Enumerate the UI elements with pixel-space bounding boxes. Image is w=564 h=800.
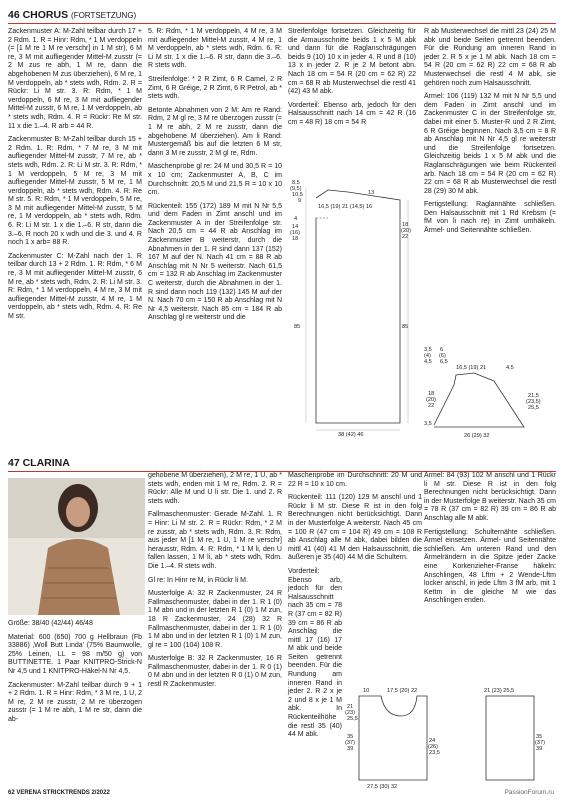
schematic-body-2 — [345, 682, 440, 790]
paragraph: Betonte Abnahmen von 2 M: Am re Rand: Rdm, 2 M gl re, 3 M re überzogen zusstr (= 1 M re abh, 2 M re zusstr, dann die abgehobene M überziehen). Am li Rand: Mustergemäß bis auf die letzten 6 M str, dann 3 M re zusstr, 2 M gl re, Rdm. — [148, 106, 282, 157]
dim-label: 4,5 — [424, 359, 432, 365]
text-column-6 — [148, 472, 282, 695]
dim-label: 18 — [292, 236, 299, 242]
schematic-sleeve — [424, 345, 556, 440]
dim-label: (4) — [424, 353, 431, 359]
dim-label: (20) — [426, 397, 436, 403]
page-footer: 62 VERENA STRICKTRENDS 2/2022 — [8, 790, 110, 796]
paragraph: Ärmel: 84 (93) 102 M anschl und 1 Rückr li M str. Diese R ist in den folg Berechnungen nicht berücksichtigt. Dann in der Musterfolge B weiterstr. Nach 35 cm = 78 R (37 cm = 82 R) 39 cm = 86 R ab Anschlag alle M abk. — [424, 472, 556, 522]
dim-label: 23,5 — [429, 750, 440, 756]
model-photo — [8, 478, 145, 615]
dim-label: (9,5) — [290, 186, 302, 192]
text-column-8 — [424, 472, 556, 611]
dim-label: 27,5 (30) 32 — [367, 784, 398, 790]
text-column-2 — [148, 28, 282, 328]
dim-label: 25,5 — [528, 405, 539, 411]
paragraph: Zackenmuster B: M-Zahl teilbar durch 15 + 2 Rdm. 1. R: Rdm, * 7 M re, 3 M mit aufliegender Mittel-M zusstr, 7 M re, ab * stets wdh, Rdm. 2. R: Li M str. 3. R: Rdm, * 1 M verdoppeln, 5 M re, 3 M mit aufliegender Mittel-M zusstr, 5 M re, 1 M verdoppeln, ab * stets wdh, Rdm. 4. R: Re M str. 5. R: Rdm, * 1 M verdoppeln, 5 M re, 3 M mit aufliegender Mittel-M zusstr, 5 M re, 1 M verdoppeln, ab * stets wdh, Rdm. 6. R: Li M str. 1 x die 1.–6. R str, dann die 3.–6. R noch 20 x wdh und die 3. und 4. R noch 1 x arb= 88 R. — [8, 136, 142, 247]
dim-label: (37) — [535, 740, 545, 746]
dim-label: 35 — [347, 734, 354, 740]
section-header-clarina — [8, 456, 556, 472]
dim-label: 16,5 (19) 21 (14,5) 16 — [318, 204, 373, 210]
dim-label: (20) — [401, 228, 411, 234]
paragraph: Maschenprobe im Durchschnitt: 20 M und 22 R = 10 x 10 cm. — [288, 472, 422, 488]
paragraph: Streifenfolge fortsetzen. Gleichzeitig für die Armausschnitte beids 1 x 5 M abk und dann für die Raglanschrägungen beids 9 (10) 10 x in jeder 4. R und 8 (10) 13 x in jeder 2. R je 2 M betont abn. Nach 18 cm = 54 R (20 cm = 62 R) 22 cm = 68 R ab Musterwechsel die restl 41 (42) 43 M abk. — [288, 28, 416, 96]
paragraph: Vorderteil: Ebenso arb, jedoch für den Halsausschnitt nach 14 cm = 42 R (16 cm = 48 R) 18 cm = 54 R — [288, 101, 416, 126]
section-subtitle: (FORTSETZUNG) — [71, 11, 137, 20]
section-title: 47 CLARINA — [8, 457, 70, 469]
text-column-3 — [288, 28, 416, 133]
dim-label: 35 — [536, 734, 543, 740]
watermark: PassionForum.ru — [504, 789, 554, 796]
paragraph: Rückenteil: 111 (120) 129 M anschl und 1 Rückr li M str. Diese R ist in den folg Berechnungen nicht berücksichtigt. Dann in der Musterfolge A weiterstr. Nach 45 cm = 100 R (47 cm = 104 R) 49 cm = 108 R ab Anschlag alle M abk, dabei bilden die mittl 41 (40) 41 M den Halsausschnitt, die äußeren je 35 (40) 44 M die Schultern. — [288, 494, 422, 562]
paragraph: Zackenmuster: M-Zahl teilbar durch 9 + 1 + 2 Rdm. 1. R = Hinr: Rdm, * 3 M re, 1 U, 2 M re, 2 M re zusstr, 2 M re überzogen zusstr (= 1 M re abh, 1 M re str, dann die ab- — [8, 681, 142, 723]
dim-label: (23,5) — [526, 399, 541, 405]
dim-label: 21 — [347, 704, 354, 710]
dim-label: 9 — [298, 198, 302, 204]
dim-label: 39 — [347, 746, 354, 752]
dim-label: 18 — [402, 222, 409, 228]
paragraph: Größe: 38/40 (42/44) 46/48 — [8, 620, 93, 627]
paragraph: Ärmel: 106 (119) 132 M mit N Nr 5,5 und dem Faden in Zimt anschl und im Zackenmuster C in der Streifenfolge str, dabei mit einer 5. Muster-R und 2 R Zimt, 6 R Gréige beginnen. Nach 3,5 cm = 8 R ab Anschlag mit N Nr 4,5 gl re weiterstr und die Streifenfolge fortsetzen. Gleichzeitig beids 1 x 5 M abk und die Raglanschrägungen wie beim Rückenteil arb. Nach 18 cm = 54 R (20 cm = 62 R) 22 cm = 68 R ab Musterwechsel die restl 28 (29) 30 M abk. — [424, 93, 556, 195]
dim-label: 14 — [292, 224, 299, 230]
paragraph: Material: 600 (650) 700 g Hellbraun (Fb 33886) ‚Woll Butt Linda' (75% Baumwolle, 25% Leinen, LL = 98 m/50 g) von BUTTINETTE. 1 Paar KNITPRO-Strick-N Nr 4,5 und 1 KNITPRO-Häkel-N Nr 4,5. — [8, 633, 142, 675]
dim-label: 26 (29) 32 — [464, 433, 490, 439]
schematic-sleeve-2 — [470, 682, 556, 790]
dim-label: 6,5 — [440, 359, 448, 365]
paragraph: Maschenprobe gl re: 24 M und 30,5 R = 10 x 10 cm; Zackenmuster A, B, C im Durchschnitt: 20,5 M und 21,5 R = 10 x 10 cm. — [148, 163, 282, 197]
dim-label: 22 — [402, 234, 409, 240]
dim-label: 22 — [428, 403, 435, 409]
dim-label: (16) — [290, 230, 300, 236]
dim-label: 10,5 — [292, 192, 303, 198]
text-column-4 — [424, 28, 556, 241]
paragraph: gehobene M überziehen), 2 M re, 1 U, ab * stets wdh, enden mit 1 M re, Rdm. 2. R = Rückr: Alle M und U li str. Die 1. und 2. R stets wdh. — [148, 472, 282, 505]
section-title: 46 CHORUS — [8, 9, 69, 21]
paragraph: Streifenfolge: * 2 R Zimt, 6 R Camel, 2 R Zimt, 6 R Gréige, 2 R Zimt, 6 R Petrol, ab * stets wdh. — [148, 75, 282, 101]
dim-label: 18 — [428, 391, 435, 397]
dim-label: 4,5 — [506, 365, 514, 371]
dim-label: 85 — [402, 324, 409, 330]
dim-label: 13 — [368, 190, 375, 196]
paragraph: R ab Musterwechsel die mittl 23 (24) 25 M abk und beide Seiten getrennt beenden. Für die Rundung am inneren Rand in jeder 2. R 5 x je 1 M abk. Nach 18 cm = 54 R (20 cm = 62 R) 22 cm = 68 R ab Musterwechsel die restl 4 M abk, sie gehören noch zum Halsausschnitt. — [424, 28, 556, 87]
dim-label: 10 — [363, 688, 370, 694]
text-column-1 — [8, 28, 142, 327]
schematic-body — [288, 178, 416, 438]
paragraph: Zackenmuster A: M-Zahl teilbar durch 17 + 2 Rdm. 1. R = Hinr: Rdm, * 1 M verdoppeln (= [1 M re 1 M re verschr] in 1 M str), 6 M re, 3 M mit aufliegender Mittel-M zusstr (= 2 M zus re abh, 1 M re, dann die abgehobenen M zus überziehen), 6 M re, 1 M verdoppeln, ab * stets wdh, Rdm. 2. R = Rückr: Li M str. 3. R: Rdm, * 1 M verdoppeln, 6 M re, 3 M mit aufliegender Mittel-M zusstr, 6 M re, 1 M verdoppeln, ab * stets wdh, Rdm. 4. R = Rückr: Re M str. 11 x die 1.–4. R arb = 44 R. — [8, 28, 142, 130]
dim-label: 3,5 — [424, 421, 432, 427]
dim-label: 85 — [294, 324, 301, 330]
dim-label: (23) — [345, 710, 355, 716]
dim-label: 25,5 — [347, 716, 358, 722]
paragraph: Gl re: In Hinr re M, in Rückr li M. — [148, 576, 248, 584]
paragraph: Vorderteil: Ebenso arb, jedoch für den Halsausschnitt nach 35 cm = 78 R (37 cm = 82 R) 39 cm = 86 R ab Anschlag die mittl 17 (16) 17 M abk und beide Seiten getrennt beenden. Für die Rundung am inneren Rand in jeder 2. R 2 x je 2 und 8 x je 1 M abk. In Rückenteilhöhe die restl 35 (40) 44 M abk. — [288, 567, 342, 739]
dim-label: 8,5 — [292, 180, 300, 186]
paragraph: Musterfolge A: 32 R Zackenmuster, 24 R Fallmaschenmuster, dabei in der 1. R 1 (0) 1 M abn und in der letzten R 1 (0) 1 M zun, 18 R Zackenmuster, 24 (28) 32 R Fallmaschenmuster, dabei in der 1. R 1 (0) 1 M abn und in der letzten R 1 (0) 1 M zun, gl re = 100 (104) 108 R. — [148, 590, 282, 649]
paragraph: Fertigstellung: Schulternähte schließen. Ärmel einsetzen. Ärmel- und Seitennähte schließen. Am unteren Rand und den Ärmelrändern in die Spitze jeder Zacke eine Korkenzieher-Franse häkeln: Anschlingen, 48 Lftm + 2 Wende-Lftm locker anschl, in jede Lftm 3 fM arb, mit 1 Kettm in die gleiche M wie das Anschlingen enden. — [424, 528, 556, 605]
dim-label: (37) — [345, 740, 355, 746]
text-column-5 — [8, 620, 142, 730]
dim-label: 24 — [429, 738, 436, 744]
dim-label: (6) — [439, 353, 446, 359]
section-header-chorus — [8, 8, 556, 24]
dim-label: 3,5 — [424, 347, 432, 353]
dim-label: (26) — [428, 744, 438, 750]
dim-label: 17,5 (20) 22 — [387, 688, 418, 694]
dim-label: 21,5 — [528, 393, 539, 399]
dim-label: 38 (42) 46 — [338, 432, 364, 438]
paragraph: Rückenteil: 155 (172) 189 M mit N Nr 5,5 und dem Faden in Zimt anschl und im Zackenmuster A in der Streifenfolge str. Nach 20,5 cm = 44 R ab Anschlag im Zackenmuster B weiterstr, durch die Abnahmen in der 1. R sind dann 137 (152) 167 M auf der N. Nach 41 cm = 88 R ab Anschlag mit N Nr 5 weiterstr. Nach 61,5 cm = 132 R ab Anschlag im Zackenmuster C weiterstr, durch die Abnahmen in der 1. R sind dann noch 119 (132) 145 M auf der N. Nach 70 cm = 150 R ab Anschlag mit N Nr 4,5 weiterstr. Nach 85 cm = 184 R ab Anschlag gl re weiterstr und die — [148, 202, 282, 322]
paragraph: Fallmaschenmuster: Gerade M-Zahl. 1. R = Hinr: Li M str. 2. R = Rückr: Rdm, * 2 M re zusstr, ab * stets wdh, Rdm. 3. R: Rdm, aus jeder M [1 M re, 1 U, 1 M re verschr] herausstr, Rdm. 4. R: Rdm, * 1 M li, den U fallen lassen, 1 M li, ab * stets wdh, Rdm. Die 1.–4. R stets wdh. — [148, 511, 282, 570]
paragraph: Musterfolge B: 32 R Zackenmuster, 16 R Fallmaschenmuster, dabei in der 1. R 0 (1) 0 M abn und in der letzten R 0 (1) 0 M zun, restl R Zackenmuster. — [148, 655, 282, 689]
paragraph: 5. R: Rdm, * 1 M verdoppeln, 4 M re, 3 M mit aufliegender Mittel-M zusstr, 4 M re, 1 M verdoppeln, ab * stets wdh, Rdm. 6. R: Li M str. 1 x die 1.–6. R str, dann die 3.–6. R stets wdh. — [148, 28, 282, 70]
dim-label: 4 — [294, 216, 298, 222]
dim-label: 21 (23) 25,5 — [484, 688, 515, 694]
dim-label: 39 — [536, 746, 543, 752]
dim-label: 6 — [440, 347, 444, 353]
paragraph: Fertigstellung: Raglannähte schließen. Den Halsausschnitt mit 1 Rd Krebsm (= fM von li nach re) in Zimt umhäkeln. Ärmel- und Seitennähte schließen. — [424, 201, 556, 235]
dim-label: 16,5 (19) 21 — [456, 365, 487, 371]
paragraph: Zackenmuster C: M-Zahl nach der 1. R teilbar durch 13 + 2 Rdm. 1. R: Rdm, * 6 M re, 3 M mit aufliegender Mittel-M zusstr, 6 M re, ab * stets wdh, Rdm. 2. R: Li M str. 3. R: Rdm, * 1 M verdoppeln, 4 M re, 3 M mit aufliegender Mittel-M zusstr, 4 M re, 1 M verdoppeln, ab * stets wdh, Rdm. 4. R: Re M str. — [8, 252, 142, 320]
